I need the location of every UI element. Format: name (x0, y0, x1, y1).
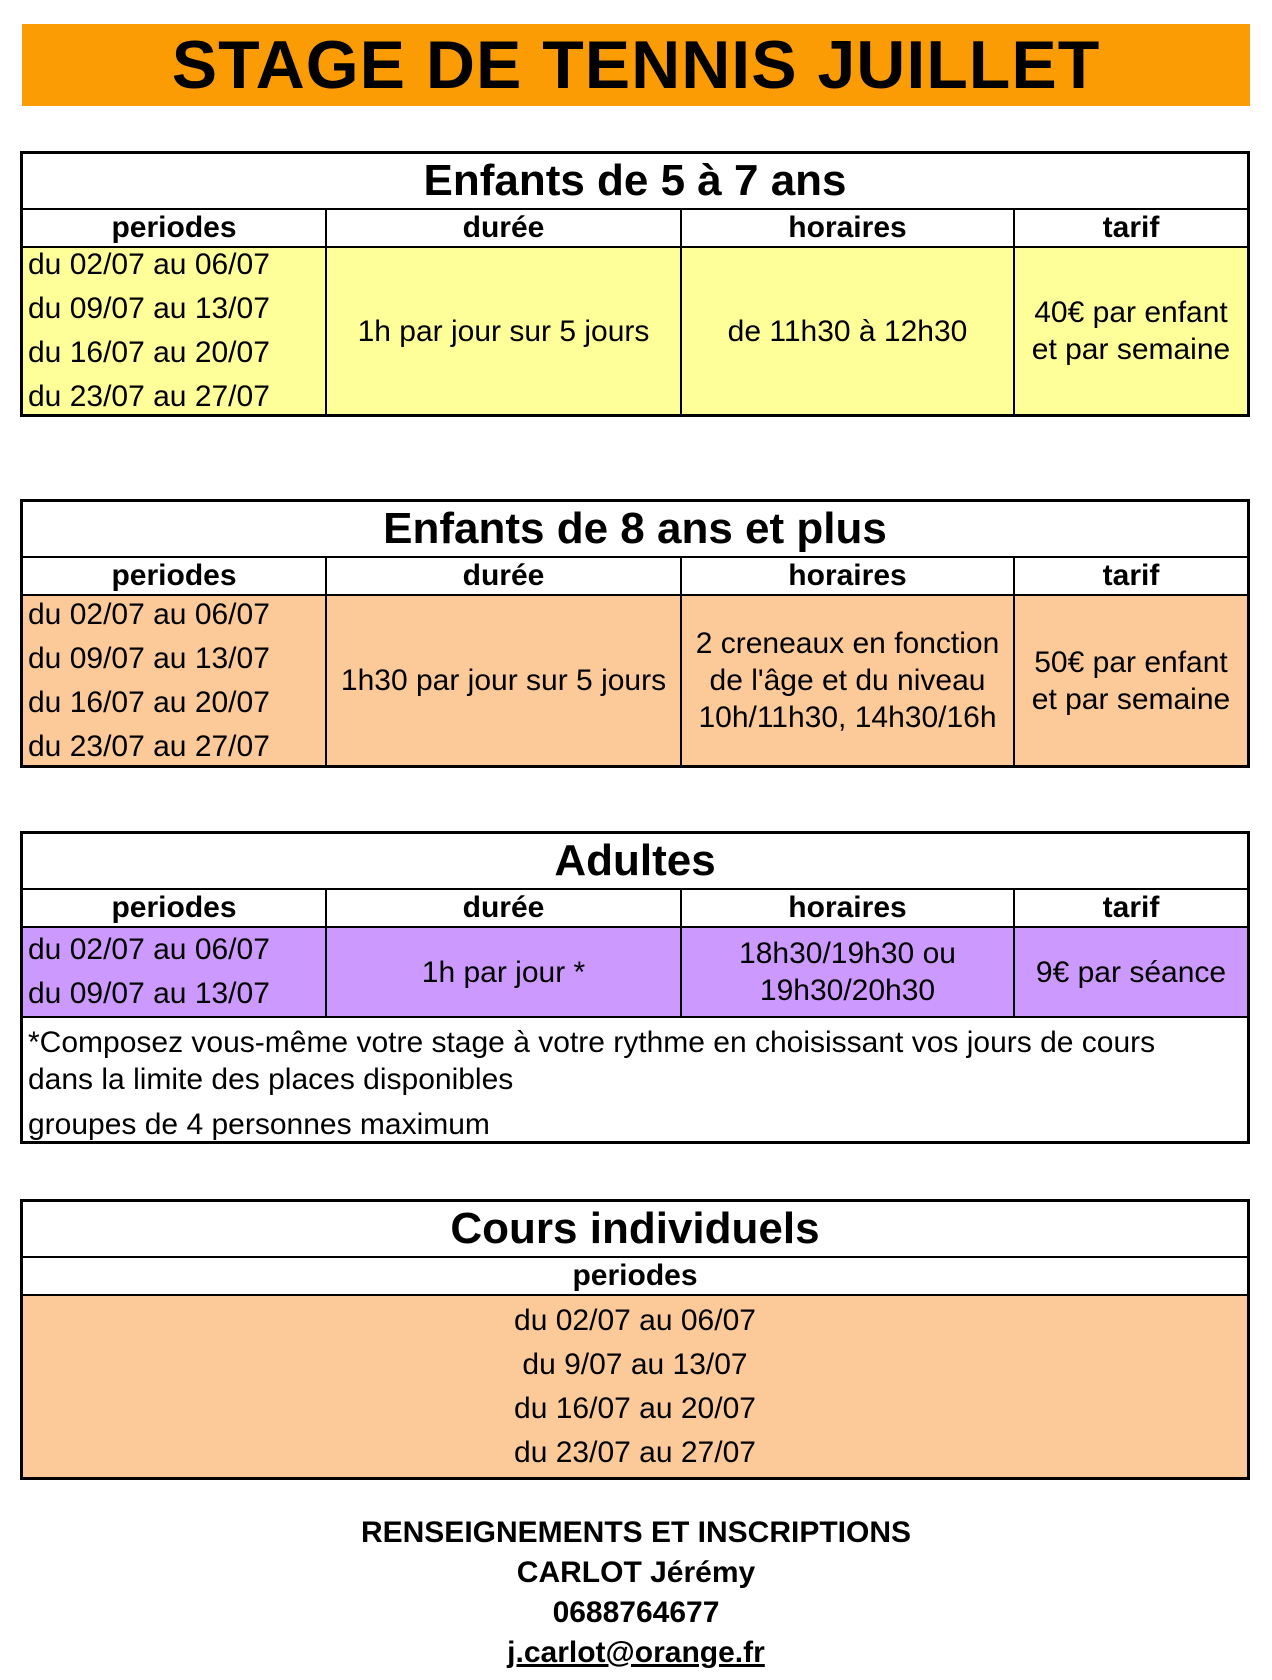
header-periodes: periodes (23, 890, 327, 926)
periode-item: du 23/07 au 27/07 (28, 380, 270, 413)
header-duree: durée (327, 210, 682, 246)
duree-cell: 1h par jour * (327, 928, 682, 1016)
tarif-line: 50€ par enfant (1034, 645, 1228, 679)
table-header-row (23, 558, 1247, 596)
periode-item: du 02/07 au 06/07 (514, 1303, 756, 1337)
section-title: Adultes (23, 834, 1247, 890)
header-tarif: tarif (1102, 891, 1160, 924)
page-title-banner (22, 24, 1250, 106)
horaires-line: 18h30/19h30 ou (739, 937, 956, 970)
section-enfants-8-plus (20, 499, 1250, 768)
tarif-cell (1015, 596, 1247, 765)
periode-item: du 23/07 au 27/07 (514, 1435, 756, 1469)
periode-item: du 09/07 au 13/07 (28, 292, 270, 325)
header-horaires: horaires (682, 890, 1015, 926)
header-horaires: horaires (682, 210, 1015, 246)
duree-cell: 1h par jour sur 5 jours (327, 248, 682, 414)
note-line: *Composez vous-même votre stage à votre rythme en choisissant vos jours de cours (28, 1026, 1156, 1059)
periode-item: du 16/07 au 20/07 (28, 336, 270, 369)
contact-email-link[interactable]: j.carlot@orange.fr (507, 1636, 765, 1669)
table-header-row (23, 890, 1247, 928)
contact-heading: RENSEIGNEMENTS ET INSCRIPTIONS (360, 1516, 912, 1549)
adultes-note (23, 1016, 1247, 1141)
header-horaires: horaires (682, 558, 1015, 594)
table-row (23, 928, 1247, 1016)
section-title: Enfants de 5 à 7 ans (23, 154, 1247, 210)
periodes-cell (23, 596, 327, 765)
horaires-line: 19h30/20h30 (759, 974, 936, 1007)
periode-item: du 16/07 au 20/07 (28, 685, 270, 719)
periode-item: du 09/07 au 13/07 (28, 977, 270, 1010)
header-tarif: tarif (1102, 559, 1160, 592)
header-periodes: periodes (23, 558, 327, 594)
horaires-line: 10h/11h30, 14h30/16h (698, 701, 997, 734)
header-tarif: tarif (1102, 211, 1160, 244)
horaires-line: de l'âge et du niveau (709, 664, 986, 697)
horaires-cell (682, 928, 1015, 1016)
tarif-cell: 9€ par séance (1035, 955, 1227, 989)
horaires-cell (682, 596, 1015, 765)
header-periodes: periodes (23, 210, 327, 246)
table-row (23, 596, 1247, 765)
section-adultes (20, 831, 1250, 1144)
periodes-cell (23, 1296, 1247, 1477)
periode-item: du 23/07 au 27/07 (28, 729, 270, 763)
horaires-line: 2 creneaux en fonction (695, 627, 1000, 660)
tarif-line: et par semaine (1031, 682, 1231, 716)
header-duree: durée (327, 890, 682, 926)
tarif-line: 40€ par enfant (1034, 296, 1228, 329)
tarif-line: et par semaine (1031, 333, 1231, 366)
periode-item: du 9/07 au 13/07 (522, 1347, 748, 1381)
section-cours-individuels (20, 1199, 1250, 1480)
page-title: STAGE DE TENNIS JUILLET (171, 27, 1101, 103)
contact-name: CARLOT Jérémy (516, 1556, 756, 1589)
duree-cell: 1h30 par jour sur 5 jours (327, 596, 682, 765)
periodes-cell (23, 248, 327, 414)
table-row (23, 248, 1247, 414)
header-duree: durée (327, 558, 682, 594)
periode-item: du 02/07 au 06/07 (28, 597, 270, 631)
contact-phone[interactable]: 0688764677 (552, 1596, 720, 1629)
section-title: Cours individuels (23, 1202, 1247, 1258)
tarif-cell (1015, 248, 1247, 414)
note-line: dans la limite des places disponibles (28, 1063, 514, 1096)
horaires-cell: de 11h30 à 12h30 (682, 248, 1015, 414)
periodes-cell (23, 928, 327, 1016)
section-title: Enfants de 8 ans et plus (23, 502, 1247, 558)
header-periodes: periodes (23, 1258, 1247, 1296)
contact-block (0, 1513, 1272, 1673)
periode-item: du 09/07 au 13/07 (28, 641, 270, 675)
periode-item: du 16/07 au 20/07 (514, 1391, 756, 1425)
periode-item: du 02/07 au 06/07 (28, 933, 270, 966)
section-enfants-5-7 (20, 151, 1250, 417)
note-line: groupes de 4 personnes maximum (28, 1108, 490, 1141)
periode-item: du 02/07 au 06/07 (28, 248, 270, 281)
